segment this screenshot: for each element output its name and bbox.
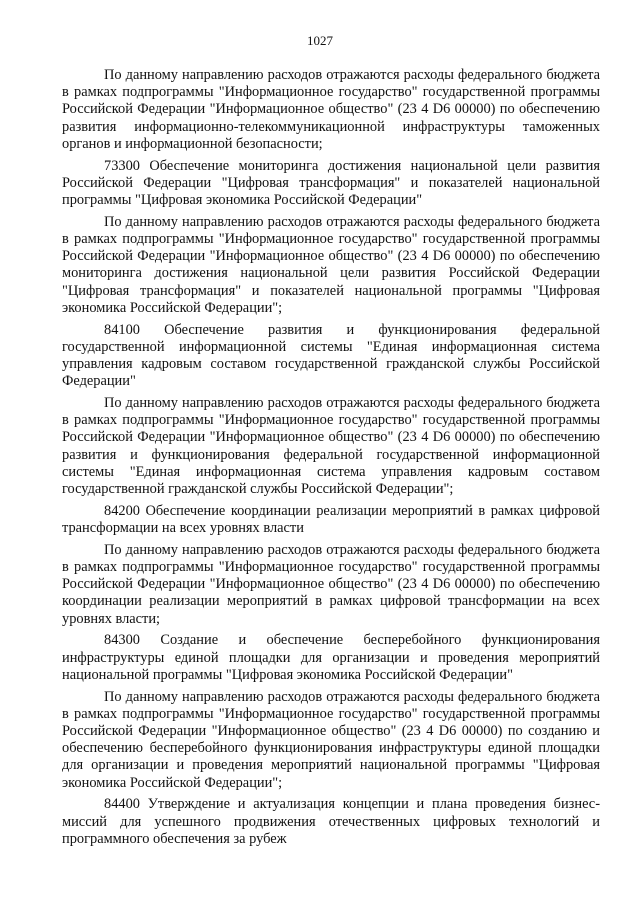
document-body xyxy=(62,67,600,853)
paragraph: По данному направлению расходов отражаются расходы федерального бюджета в рамках подпрограммы "Информационное государство" государственной программы Российской Федерации "Информационное общество" (23 4 D6 00000) по созданию и обеспечению бесперебойного функционирования инфраструктуры единой площадки для организации и проведения мероприятий национальной программы "Цифровая экономика Российской Федерации"; xyxy=(62,688,600,791)
paragraph: 84100 Обеспечение развития и функционирования федеральной государственной информационной системы "Единая информационная система управления кадровым составом государственной гражданской службы Российской Федерации" xyxy=(62,321,600,390)
paragraph: 84200 Обеспечение координации реализации мероприятий в рамках цифровой трансформации на всех уровнях власти xyxy=(62,502,600,537)
paragraph: По данному направлению расходов отражаются расходы федерального бюджета в рамках подпрограммы "Информационное государство" государственной программы Российской Федерации "Информационное общество" (23 4 D6 00000) по обеспечению мониторинга достижения национальной цели развития Российской Федерации "Цифровая трансформация" и показателей национальной программы "Цифровая экономика Российской Федерации"; xyxy=(62,213,600,316)
paragraph: 84300 Создание и обеспечение бесперебойного функционирования инфраструктуры единой площадки для организации и проведения мероприятий национальной программы "Цифровая экономика Российской Федерации" xyxy=(62,632,600,683)
page-number: 1027 xyxy=(307,33,333,48)
paragraph: По данному направлению расходов отражаются расходы федерального бюджета в рамках подпрограммы "Информационное государство" государственной программы Российской Федерации "Информационное общество" (23 4 D6 00000) по обеспечению развития и функционирования федеральной государственной информационной системы "Единая информационная система управления кадровым составом государственной гражданской службы Российской Федерации"; xyxy=(62,395,600,498)
paragraph: 73300 Обеспечение мониторинга достижения национальной цели развития Российской Федерации "Цифровая трансформация" и показателей национальной программы "Цифровая экономика Российской Федерации" xyxy=(62,157,600,209)
paragraph: По данному направлению расходов отражаются расходы федерального бюджета в рамках подпрограммы "Информационное государство" государственной программы Российской Федерации "Информационное общество" (23 4 D6 00000) по обеспечению координации реализации мероприятий в рамках цифровой трансформации на всех уровнях власти; xyxy=(62,541,600,627)
paragraph: 84400 Утверждение и актуализация концепции и плана проведения бизнес-миссий для успешного продвижения отечественных цифровых технологий и программного обеспечения за рубеж xyxy=(62,796,600,847)
paragraph: По данному направлению расходов отражаются расходы федерального бюджета в рамках подпрограммы "Информационное государство" государственной программы Российской Федерации "Информационное общество" (23 4 D6 00000) по обеспечению развития информационно-телекоммуникационной инфраструктуры таможенных органов и информационной безопасности; xyxy=(62,67,600,152)
